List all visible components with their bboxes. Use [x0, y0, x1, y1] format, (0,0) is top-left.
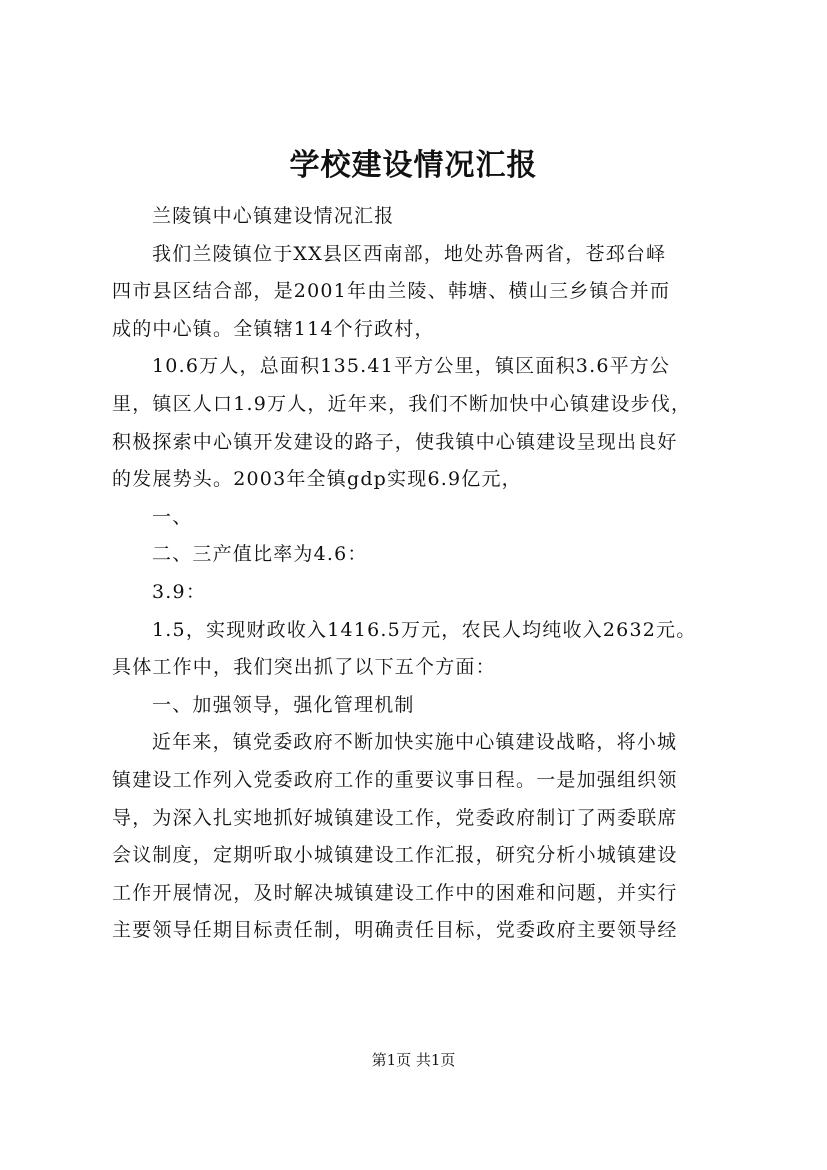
text-line: 具体工作中，我们突出抓了以下五个方面：: [112, 656, 496, 679]
text-line: 一、: [152, 505, 193, 528]
text-line: 里，镇区人口1.9万人，近年来，我们不断加快中心镇建设步伐，: [112, 392, 692, 415]
text-line: 镇建设工作列入党委政府工作的重要议事日程。一是加强组织领: [112, 768, 678, 791]
text-line: 成的中心镇。全镇辖114个行政村，: [112, 317, 435, 340]
document-body: [112, 198, 737, 950]
text-line: 一、加强领导，强化管理机制: [152, 693, 415, 716]
text-line: 会议制度，定期听取小城镇建设工作汇报，研究分析小城镇建设: [112, 844, 678, 867]
text-line: 四市县区结合部，是2001年由兰陵、韩塘、横山三乡镇合并而: [112, 280, 671, 303]
text-line: 主要领导任期目标责任制，明确责任目标，党委政府主要领导经: [112, 919, 678, 942]
text-line: 1.5，实现财政收入1416.5万元，农民人均纯收入2632元。: [152, 618, 697, 641]
text-line: 工作开展情况，及时解决城镇建设工作中的困难和问题，并实行: [112, 881, 678, 904]
text-line: 积极探索中心镇开发建设的路子，使我镇中心镇建设呈现出良好: [112, 430, 678, 453]
page-footer: 第1页 共1页: [371, 1051, 456, 1069]
text-line: 10.6万人，总面积135.41平方公里，镇区面积3.6平方公: [152, 355, 671, 378]
text-line: 兰陵镇中心镇建设情况汇报: [152, 205, 395, 227]
text-line: 的发展势头。2003年全镇gdp实现6.9亿元，: [112, 468, 522, 491]
text-line: 近年来，镇党委政府不断加快实施中心镇建设战略，将小城: [152, 731, 678, 754]
text-line: 导，为深入扎实地抓好城镇建设工作，党委政府制订了两委联席: [112, 806, 678, 829]
text-line: 二、三产值比率为4.6：: [152, 543, 368, 566]
text-line: 3.9：: [152, 580, 207, 603]
text-line: 我们兰陵镇位于XX县区西南部，地处苏鲁两省，苍邳台峄: [152, 242, 667, 265]
document-title: 学校建设情况汇报: [289, 148, 538, 183]
